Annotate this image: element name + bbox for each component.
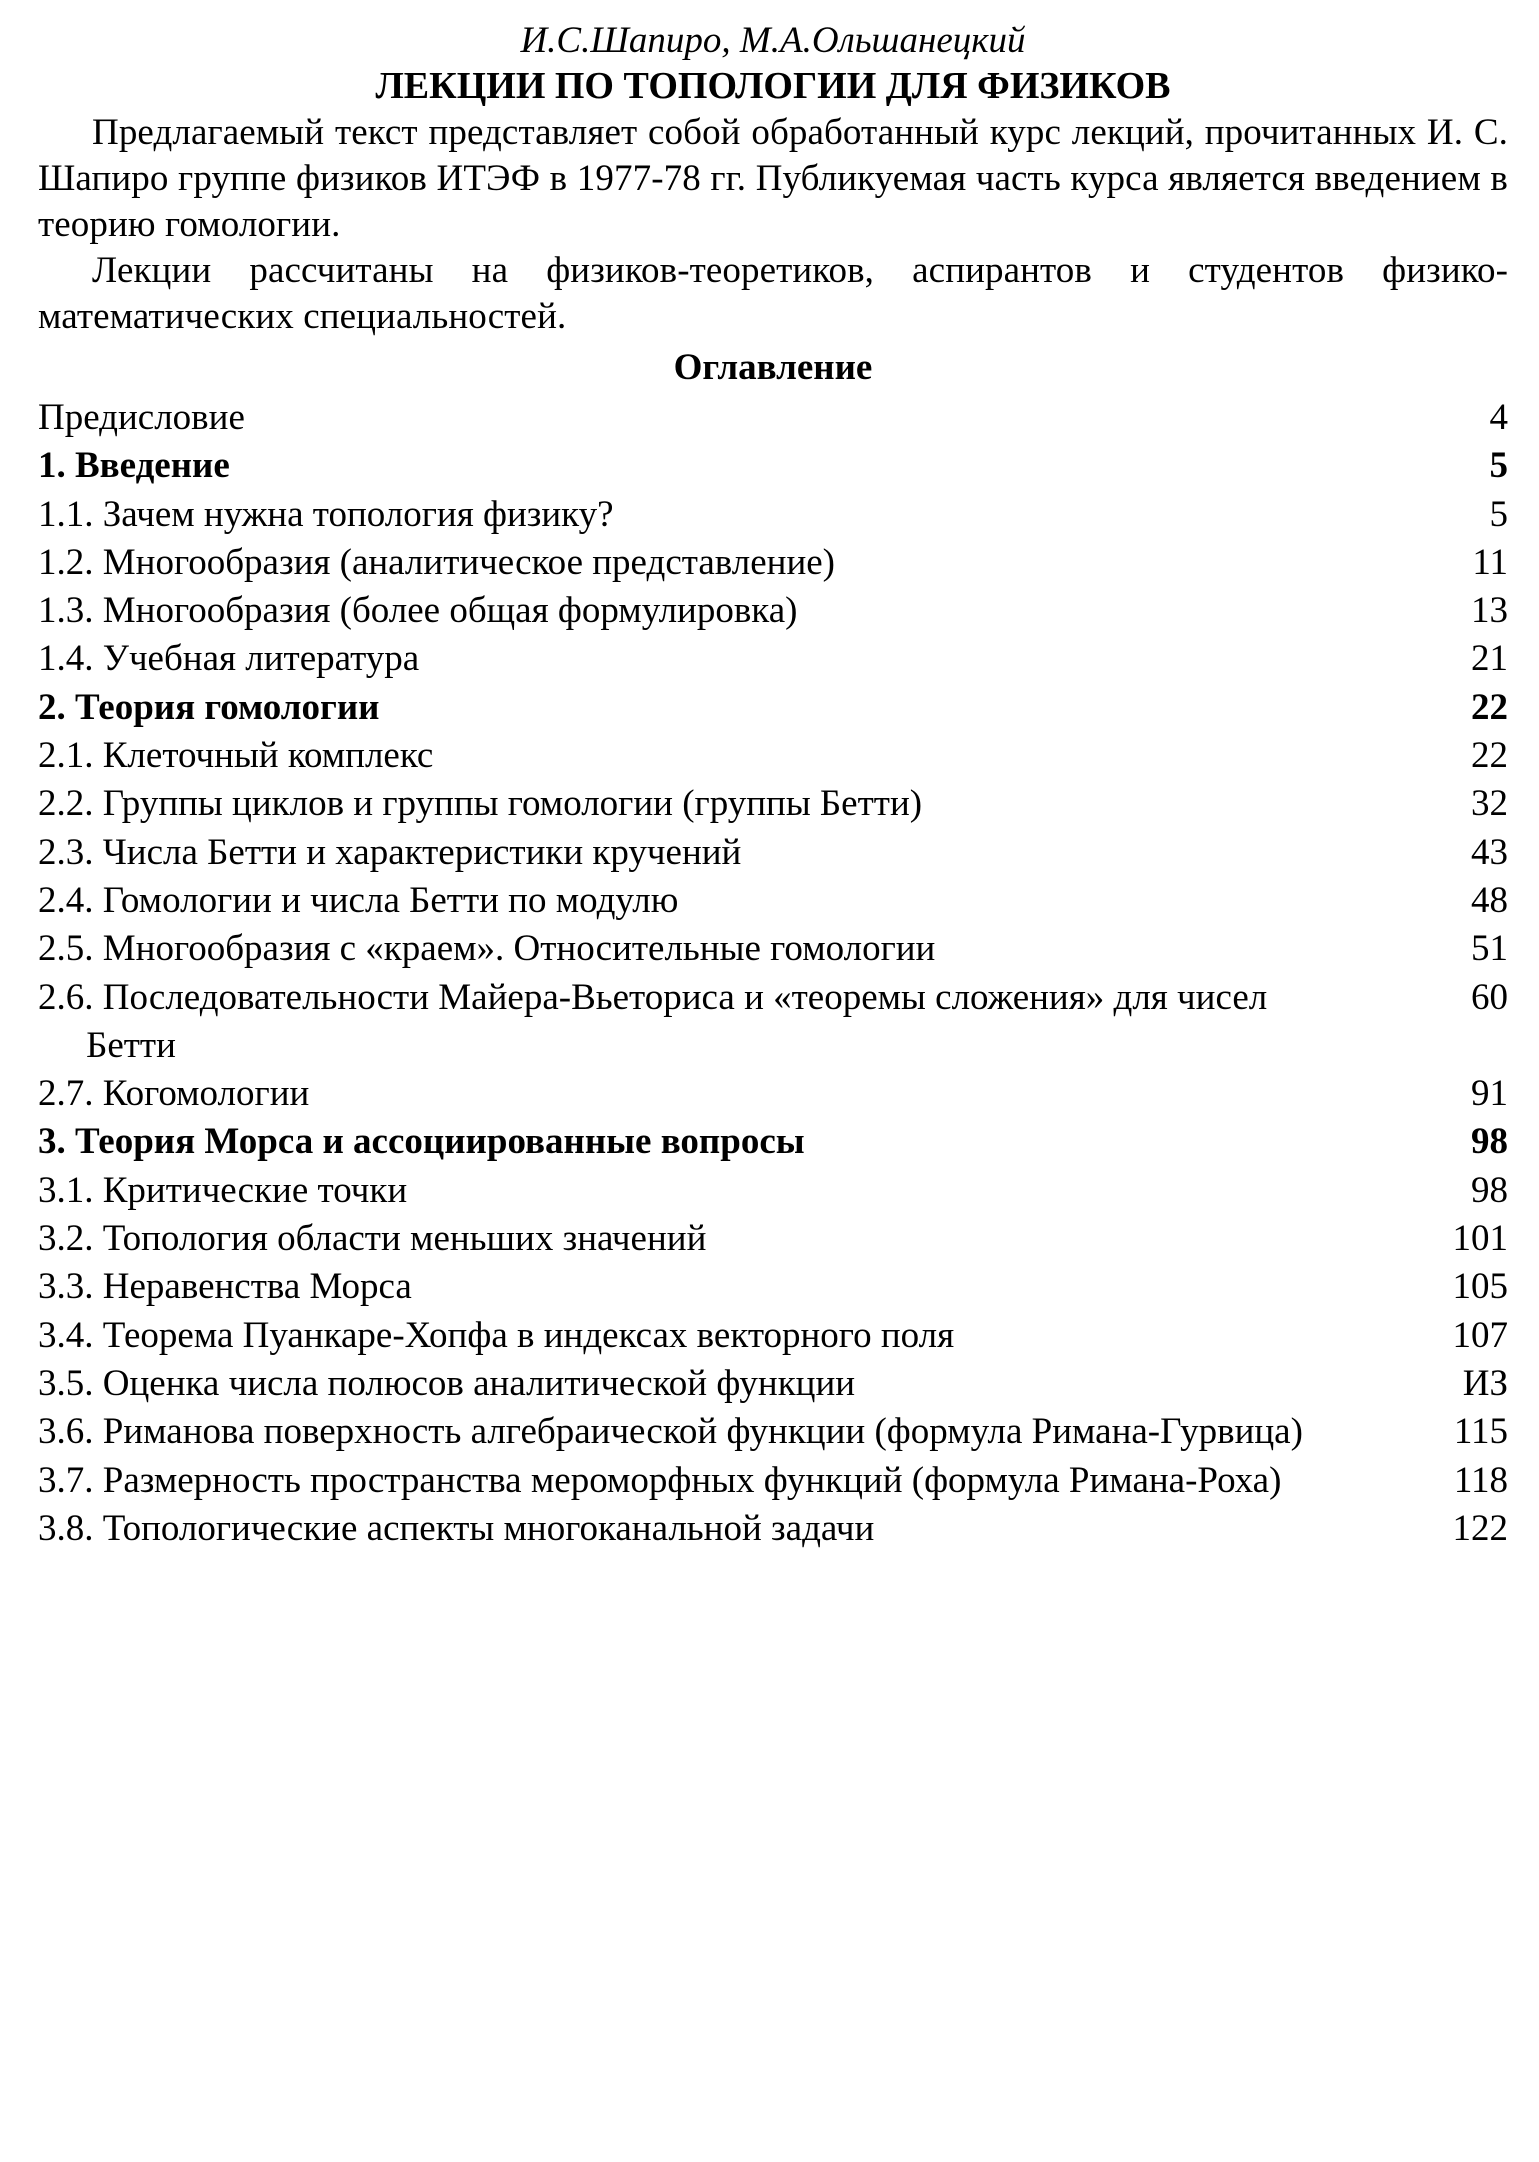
intro-paragraph-2: Лекции рассчитаны на физиков-теоретиков, аспирантов и студентов физико-математических специальностей.	[38, 250, 1508, 337]
toc-entry	[38, 1408, 1508, 1456]
toc-entry-page: 122	[1452, 1507, 1508, 1549]
toc-chapter	[38, 1118, 1508, 1166]
toc-entry-title: 2.7. Когомологии	[38, 1073, 310, 1115]
toc-entry-page: 11	[1472, 541, 1508, 583]
toc-entry-page: 60	[1471, 976, 1508, 1018]
toc-entry-page: 98	[1471, 1169, 1508, 1211]
toc-entry-page: 101	[1452, 1218, 1508, 1260]
toc-entry	[38, 394, 1508, 442]
toc-entry	[38, 1505, 1508, 1553]
toc-entry-page: 13	[1471, 590, 1508, 632]
toc-entry-title: 1. Введение	[38, 445, 230, 487]
toc-entry-page: 4	[1489, 397, 1508, 438]
toc-entry-page: 115	[1453, 1411, 1508, 1453]
toc-entry	[38, 1312, 1508, 1360]
toc-entry	[38, 829, 1508, 877]
toc-entry-title: 1.1. Зачем нужна топология физику?	[38, 493, 614, 535]
toc-entry	[38, 1457, 1508, 1505]
toc-entry-page: 21	[1471, 638, 1508, 680]
toc-entry	[38, 1360, 1508, 1408]
toc-entry-page: 98	[1471, 1121, 1508, 1163]
toc-entry-title: 2.4. Гомологии и числа Бетти по модулю	[38, 879, 679, 921]
toc-entry-title: 1.2. Многообразия (аналитическое представление)	[38, 541, 835, 583]
document-page	[38, 20, 1508, 1553]
toc-chapter	[38, 684, 1508, 732]
toc-entry-page: 107	[1452, 1314, 1508, 1356]
toc-chapter	[38, 442, 1508, 490]
toc-entry-title: 2.2. Группы циклов и группы гомологии (группы Бетти)	[38, 783, 923, 825]
toc-entry	[38, 491, 1508, 539]
toc-entry-title: 1.3. Многообразия (более общая формулировка)	[38, 590, 798, 632]
toc-entry-title: 3.3. Неравенства Морса	[38, 1266, 412, 1308]
toc-entry-title: 3.6. Риманова поверхность алгебраической функции (формула Римана-Гурвица)	[38, 1411, 1303, 1453]
toc-entry-title: 3.5. Оценка числа полюсов аналитической функции	[38, 1362, 856, 1404]
toc-entry-title: 2.3. Числа Бетти и характеристики кручений	[38, 831, 742, 873]
toc-entry-title: 2. Теория гомологии	[38, 686, 380, 728]
toc-entry-title: 3.4. Теорема Пуанкаре-Хопфа в индексах векторного поля	[38, 1314, 955, 1356]
toc-entry-title: 3.7. Размерность пространства мероморфных функций (формула Римана-Роха)	[38, 1459, 1282, 1501]
toc-entry-page: 5	[1489, 445, 1508, 487]
toc-entry-title: 2.5. Многообразия с «краем». Относительные гомологии	[38, 928, 936, 970]
intro-paragraph-1: Предлагаемый текст представляет собой обработанный курс лекций, прочитанных И. С. Шапиро группе физиков ИТЭФ в 1977-78 гг. Публикуемая часть курса является введением в теорию гомологии.	[38, 112, 1508, 245]
toc-entry-page: 22	[1471, 686, 1508, 728]
toc-entry-title: 1.4. Учебная литература	[38, 638, 420, 680]
toc-entry	[38, 1167, 1508, 1215]
toc-entry	[38, 974, 1508, 1071]
toc-entry-page: 43	[1471, 831, 1508, 873]
toc-entry	[38, 877, 1508, 925]
toc-entry	[38, 1215, 1508, 1263]
toc-entry-title: 3.2. Топология области меньших значений	[38, 1218, 707, 1260]
toc-entry-page: 118	[1453, 1459, 1508, 1501]
toc-entry-page: 51	[1471, 928, 1508, 970]
toc-heading: Оглавление	[673, 347, 873, 388]
toc-entry-page: 5	[1489, 493, 1508, 535]
toc-entry	[38, 780, 1508, 828]
toc-entry-title: Предисловие	[38, 397, 245, 438]
authors: И.С.Шапиро, М.А.Ольшанецкий	[520, 20, 1026, 61]
toc-entry-title: 3.8. Топологические аспекты многоканальной задачи	[38, 1507, 875, 1549]
toc-entry-page: 48	[1471, 879, 1508, 921]
document-title: ЛЕКЦИИ ПО ТОПОЛОГИИ ДЛЯ ФИЗИКОВ	[375, 65, 1171, 107]
toc-entry	[38, 587, 1508, 635]
toc-entry-title: 3.1. Критические точки	[38, 1169, 408, 1211]
toc-entry	[38, 1070, 1508, 1118]
toc-entry	[38, 732, 1508, 780]
toc-entry-page: 105	[1452, 1266, 1508, 1308]
toc-entry-page: 91	[1471, 1073, 1508, 1115]
table-of-contents	[38, 394, 1508, 1553]
toc-entry-title: 2.1. Клеточный комплекс	[38, 735, 434, 777]
toc-entry-page: 32	[1471, 783, 1508, 825]
toc-entry	[38, 635, 1508, 683]
toc-entry	[38, 1263, 1508, 1311]
toc-entry-title: 3. Теория Морса и ассоциированные вопросы	[38, 1121, 805, 1163]
toc-entry-page: ИЗ	[1462, 1362, 1508, 1404]
toc-entry	[38, 925, 1508, 973]
toc-entry	[38, 539, 1508, 587]
toc-entry-page: 22	[1471, 735, 1508, 777]
toc-entry-title: 2.6. Последовательности Майера-Вьеториса и «теоремы сложения» для чисел Бетти	[38, 976, 1268, 1066]
